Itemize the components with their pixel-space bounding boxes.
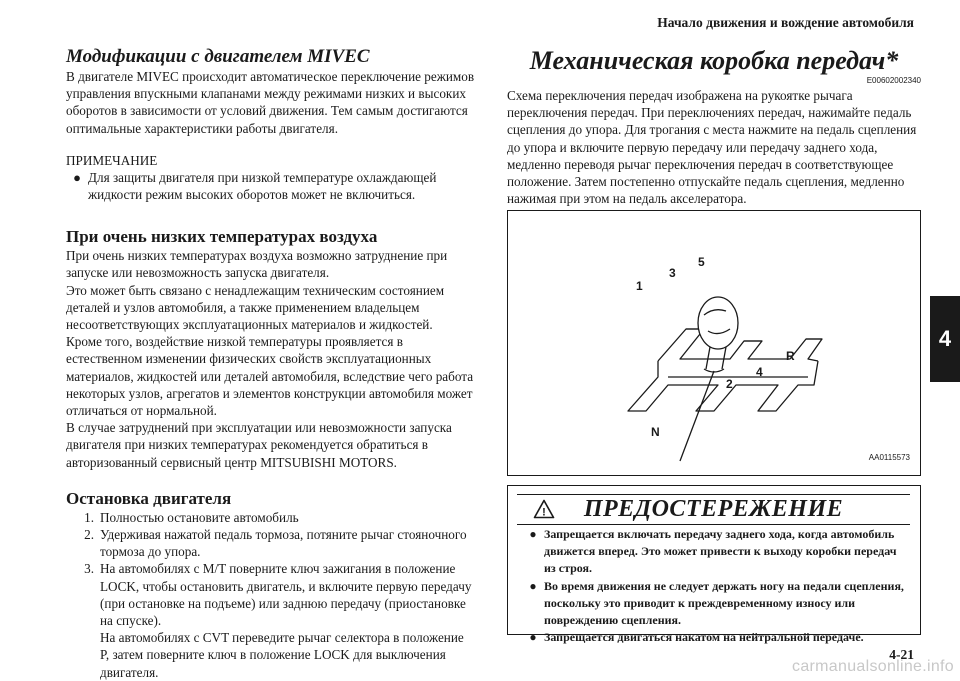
warning-list: [522, 526, 910, 646]
manual-transmission-title: Механическая коробка передач*: [529, 46, 899, 75]
bullet-icon: ●: [529, 578, 537, 593]
running-header: Начало движения и вождение автомобиля: [657, 15, 914, 30]
gear-label-1: 1: [636, 279, 643, 293]
list-item: [522, 629, 910, 646]
gear-label-5: 5: [698, 255, 705, 269]
cold-paragraph: Кроме того, воздействие низкой температуры проявляется в естественном изменении физических свойств эксплуатационных материалов, жидкостей или деталей автомобиля, вследствие чего работа некоторых узлов, агрегатов и элементов конструкции автомобиля может отличаться от нормальной.: [66, 334, 474, 419]
gear-shift-figure: [507, 210, 921, 476]
gear-label-n: N: [651, 425, 660, 439]
bullet-icon: ●: [529, 527, 537, 541]
figure-code: AA0115573: [868, 453, 910, 462]
list-item: [66, 560, 476, 680]
mivec-heading: Модификации с двигателем MIVEC: [66, 46, 370, 67]
warning-header: [517, 494, 910, 525]
stop-steps-list: [66, 509, 476, 681]
warning-box: [507, 485, 921, 645]
step-number: 1.: [84, 509, 94, 525]
warning-text: Запрещается включать передачу заднего хода, когда автомобиль движется вперед. Это может привести к выходу коробки передач из строя.: [544, 527, 897, 576]
step-text: Удерживая нажатой педаль тормоза, потяните рычаг стояночного тормоза до упора.: [100, 527, 467, 560]
mivec-text: В двигателе MIVEC происходит автоматическое переключение режимов управления впускными клапанами между режимами низких и высоких оборотов в зависимости от условий движения. Тем самым достигаются оптимальные характеристики работы двигателя.: [66, 69, 475, 136]
chapter-tab: 4: [930, 296, 960, 382]
warning-icon-glyph: !: [542, 506, 546, 519]
cold-paragraph: При очень низких температурах воздуха возможно затруднение при запуске или невозможность запуска двигателя.: [66, 248, 448, 281]
bullet-icon: ●: [529, 630, 537, 645]
left-column: [66, 46, 476, 681]
step-subtext: На автомобилях с CVT переведите рычаг селектора в положение P, затем поверните ключ в положение LOCK для выключения двигателя.: [100, 630, 464, 680]
gear-label-4: 4: [756, 365, 763, 379]
warning-text: Запрещается двигаться накатом на нейтральной передаче.: [544, 630, 864, 645]
step-number: 3.: [84, 561, 94, 577]
step-text: Полностью остановите автомобиль: [100, 509, 299, 525]
warning-text: Во время движения не следует держать ногу на педали сцепления, поскольку это приводит к преждевременному износу или повреждению сцепления.: [544, 578, 904, 628]
warning-title: ПРЕДОСТЕРЕЖЕНИЕ: [583, 496, 844, 522]
right-column: [507, 46, 921, 207]
gear-label-2: 2: [726, 377, 733, 391]
list-item: [66, 509, 476, 526]
list-item: [66, 526, 476, 560]
cold-heading: При очень низких температурах воздуха: [66, 227, 378, 247]
transmission-text: Схема переключения передач изображена на рукоятке рычага переключения передач. При переключениях передач, нажимайте педаль сцепления до упора. Для трогания с места нажмите на педаль сцепления до упора и включите первую передачу или передачу заднего хода, медленно переводя рычаг переключения передач в соответствующее положение. Затем постепенно отпускайте педаль сцепления, медленно нажимая при этом на педаль акселератора.: [507, 88, 917, 207]
page-number: 4-21: [889, 647, 914, 662]
step-number: 2.: [84, 527, 94, 543]
cold-paragraph: Это может быть связано с ненадлежащим техническим состоянием деталей и узлов автомобиля, а также применением владельцем несоответствующих эксплуатационных материалов и жидкостей.: [66, 282, 445, 333]
step-text: На автомобилях с M/T поверните ключ зажигания в положение LOCK, чтобы остановить двигатель, и включите первую передачу (при остановке на подъеме) или заднюю передачу (приостановке на спуске).: [100, 561, 472, 629]
gear-shift-illustration: [508, 211, 920, 475]
gear-label-r: R: [786, 349, 795, 363]
note-item: [66, 169, 476, 203]
list-item: [522, 578, 910, 630]
bullet-icon: ●: [73, 169, 81, 185]
warning-triangle-icon: [533, 499, 555, 519]
gear-label-3: 3: [669, 266, 676, 280]
note-title: ПРИМЕЧАНИЕ: [66, 152, 158, 168]
cold-paragraph: В случае затруднений при эксплуатации или невозможности запуска двигателя при низких температурах рекомендуется обратиться в авторизованный сервисный центр MITSUBISHI MOTORS.: [66, 420, 452, 470]
stop-heading: Остановка двигателя: [66, 488, 232, 508]
list-item: [522, 526, 910, 578]
note-text: Для защиты двигателя при низкой температуре охлаждающей жидкости режим высоких оборотов может не включиться.: [88, 169, 437, 203]
section-code: E00602002340: [866, 76, 921, 85]
watermark: carmanualsonline.info: [792, 658, 954, 675]
